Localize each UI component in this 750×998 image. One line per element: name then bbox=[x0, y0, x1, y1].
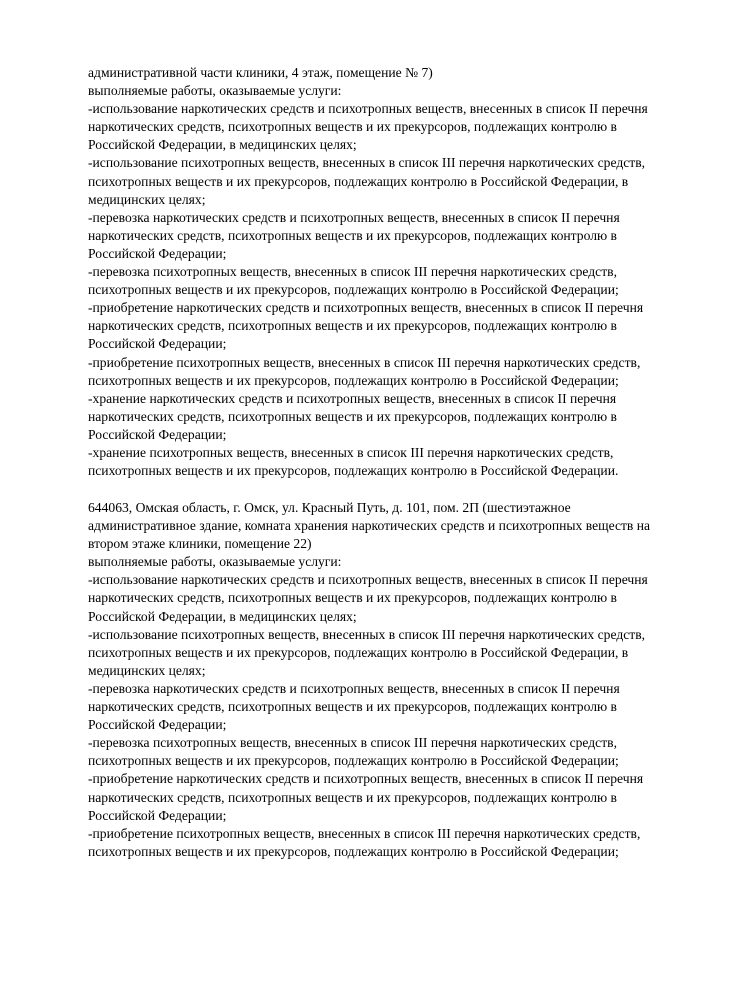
text-line: Российской Федерации; bbox=[88, 245, 227, 261]
text-line: психотропных веществ и их прекурсоров, подлежащих контролю в Российской Федерации; bbox=[88, 753, 619, 769]
text-line: -перевозка психотропных веществ, внесенных в список III перечня наркотических средств, bbox=[88, 735, 617, 751]
text-line: -приобретение наркотических средств и психотропных веществ, внесенных в список II перечня bbox=[88, 300, 644, 316]
text-line: втором этаже клиники, помещение 22) bbox=[88, 536, 312, 552]
text-line: Российской Федерации; bbox=[88, 717, 227, 733]
text-line: Российской Федерации; bbox=[88, 426, 227, 442]
text-line: -приобретение психотропных веществ, внесенных в список III перечня наркотических средств, bbox=[88, 825, 641, 841]
text-line: наркотических средств, психотропных веществ и их прекурсоров, подлежащих контролю в bbox=[88, 408, 617, 424]
license-section-address-omsk bbox=[88, 499, 718, 861]
text-line: -хранение психотропных веществ, внесенных в список III перечня наркотических средств, bbox=[88, 444, 614, 460]
text-line: -использование психотропных веществ, внесенных в список III перечня наркотических средств, bbox=[88, 155, 646, 171]
text-line: медицинских целях; bbox=[88, 662, 206, 678]
text-line: психотропных веществ и их прекурсоров, подлежащих контролю в Российской Федерации; bbox=[88, 843, 619, 859]
text-line: -перевозка психотропных веществ, внесенных в список III перечня наркотических средств, bbox=[88, 264, 617, 280]
text-line: выполняемые работы, оказываемые услуги: bbox=[88, 83, 342, 99]
text-line: наркотических средств, психотропных веществ и их прекурсоров, подлежащих контролю в bbox=[88, 789, 617, 805]
text-line: психотропных веществ и их прекурсоров, подлежащих контролю в Российской Федерации. bbox=[88, 463, 619, 479]
text-line: наркотических средств, психотропных веществ и их прекурсоров, подлежащих контролю в bbox=[88, 590, 617, 606]
text-line: -использование наркотических средств и психотропных веществ, внесенных в список II перечня bbox=[88, 101, 648, 117]
text-line: -перевозка наркотических средств и психотропных веществ, внесенных в список II перечня bbox=[88, 209, 620, 225]
text-line: наркотических средств, психотропных веществ и их прекурсоров, подлежащих контролю в bbox=[88, 699, 617, 715]
text-line: -приобретение психотропных веществ, внесенных в список III перечня наркотических средств, bbox=[88, 354, 641, 370]
text-line: -перевозка наркотических средств и психотропных веществ, внесенных в список II перечня bbox=[88, 680, 620, 696]
text-line: Российской Федерации; bbox=[88, 807, 227, 823]
text-line: психотропных веществ и их прекурсоров, подлежащих контролю в Российской Федерации, в bbox=[88, 644, 629, 660]
text-line: медицинских целях; bbox=[88, 191, 206, 207]
text-line: выполняемые работы, оказываемые услуги: bbox=[88, 554, 342, 570]
text-line: наркотических средств, психотропных веществ и их прекурсоров, подлежащих контролю в bbox=[88, 227, 617, 243]
text-line: психотропных веществ и их прекурсоров, подлежащих контролю в Российской Федерации; bbox=[88, 372, 619, 388]
text-line: 644063, Омская область, г. Омск, ул. Красный Путь, д. 101, пом. 2П (шестиэтажное bbox=[88, 500, 571, 515]
text-line: Российской Федерации; bbox=[88, 336, 227, 352]
text-line: психотропных веществ и их прекурсоров, подлежащих контролю в Российской Федерации, в bbox=[88, 173, 629, 189]
text-line: -приобретение наркотических средств и психотропных веществ, внесенных в список II перечня bbox=[88, 771, 644, 787]
text-line: психотропных веществ и их прекурсоров, подлежащих контролю в Российской Федерации; bbox=[88, 282, 619, 298]
text-line: -использование наркотических средств и психотропных веществ, внесенных в список II перечня bbox=[88, 572, 648, 588]
text-line: -хранение наркотических средств и психотропных веществ, внесенных в список II перечня bbox=[88, 390, 617, 406]
text-line: административной части клиники, 4 этаж, помещение № 7) bbox=[88, 65, 433, 80]
text-line: Российской Федерации, в медицинских целях; bbox=[88, 608, 357, 624]
text-line: наркотических средств, психотропных веществ и их прекурсоров, подлежащих контролю в bbox=[88, 119, 617, 135]
text-line: Российской Федерации, в медицинских целях; bbox=[88, 137, 357, 153]
text-line: административное здание, комната хранения наркотических средств и психотропных веществ на bbox=[88, 518, 651, 534]
license-section-continued bbox=[88, 64, 718, 480]
text-line: -использование психотропных веществ, внесенных в список III перечня наркотических средств, bbox=[88, 626, 646, 642]
text-line: наркотических средств, психотропных веществ и их прекурсоров, подлежащих контролю в bbox=[88, 318, 617, 334]
